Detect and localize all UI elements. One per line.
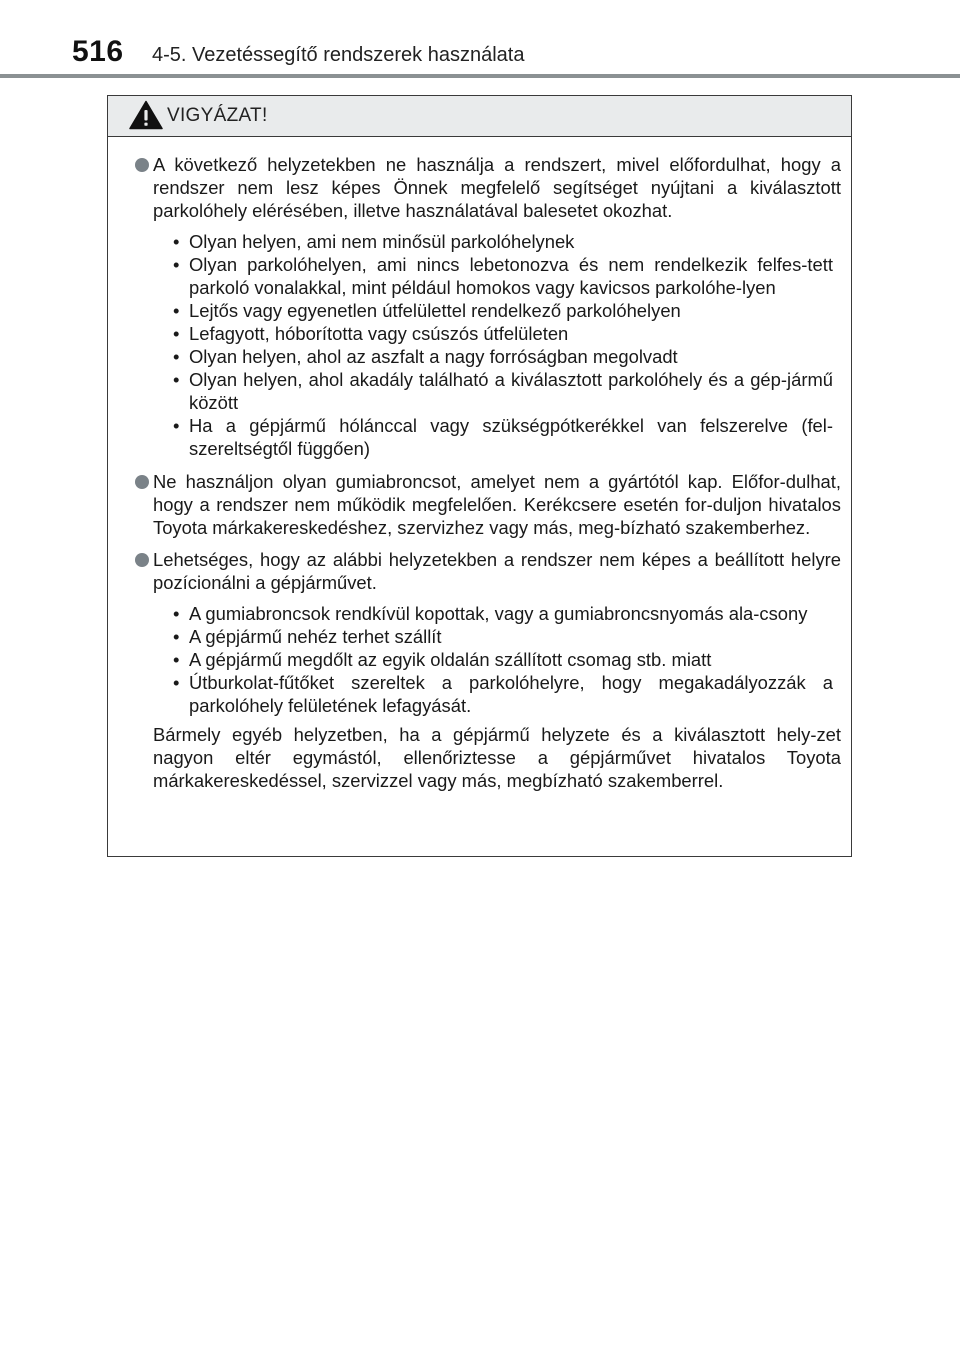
list-item: • Olyan parkolóhelyen, ami nincs lebetonozva és nem rendelkezik felfes-tett parkoló vonalakkal, mint például homokos vagy kavicsos parkolóhe-lyen	[171, 253, 833, 299]
bullet-list	[153, 602, 841, 717]
bullet-dot-icon	[135, 553, 149, 567]
header-divider	[0, 74, 960, 78]
list-item: • Lejtős vagy egyenetlen útfelülettel rendelkező parkolóhelyen	[171, 299, 833, 322]
point-text: A következő helyzetekben ne használja a rendszert, mivel előfordulhat, hogy a rendszer nem lesz képes Önnek megfelelő segítséget nyújtani a kiválasztott parkolóhely elérésében, illetve használatával balesetet okozhat.	[153, 154, 841, 221]
list-item: • A gumiabroncsok rendkívül kopottak, vagy a gumiabroncsnyomás ala-csony	[171, 602, 833, 625]
list-item: • A gépjármű megdőlt az egyik oldalán szállított csomag stb. miatt	[171, 648, 833, 671]
warning-header	[108, 96, 851, 137]
bullet-dot-icon	[135, 475, 149, 489]
list-item: • Olyan helyen, ahol akadály található a kiválasztott parkolóhely és a gép-jármű között	[171, 368, 833, 414]
warning-box	[107, 95, 852, 857]
page-header	[0, 0, 960, 80]
list-item: • Útburkolat-fűtőket szereltek a parkolóhelyre, hogy megakadályozzák a parkolóhely felületének lefagyását.	[171, 671, 833, 717]
warning-body	[108, 137, 851, 792]
warning-label: VIGYÁZAT!	[167, 105, 268, 126]
list-item: • Lefagyott, hóborította vagy csúszós útfelületen	[171, 322, 833, 345]
warning-point-2	[135, 470, 841, 539]
page-number: 516	[72, 35, 124, 68]
list-item: • Olyan helyen, ahol az aszfalt a nagy forróságban megolvadt	[171, 345, 833, 368]
point-text: Ne használjon olyan gumiabroncsot, amelyet nem a gyártótól kap. Előfor-dulhat, hogy a rendszer nem működik megfelelően. Kerékcsere esetén for-duljon hivatalos Toyota márkakereskedéshez, szervizhez vagy más, meg-bízható szakemberhez.	[153, 471, 841, 538]
section-title: 4-5. Vezetéssegítő rendszerek használata	[152, 44, 525, 66]
warning-triangle-icon	[129, 100, 163, 130]
list-item: • A gépjármű nehéz terhet szállít	[171, 625, 833, 648]
bullet-dot-icon	[135, 158, 149, 172]
list-item: • Olyan helyen, ami nem minősül parkolóhelynek	[171, 230, 833, 253]
closing-text: Bármely egyéb helyzetben, ha a gépjármű helyzete és a kiválasztott hely-zet nagyon eltér egymástól, ellenőriztesse a gépjárművet hivatalos Toyota márkakereskedéssel, szervizzel vagy más, megbízható szakemberrel.	[153, 724, 841, 791]
bullet-list	[153, 230, 841, 460]
list-item: • Ha a gépjármű hólánccal vagy szükségpótkerékkel van felszerelve (fel-szereltségtől függően)	[171, 414, 833, 460]
point-text: Lehetséges, hogy az alábbi helyzetekben a rendszer nem képes a beállított helyre pozícionálni a gépjárművet.	[153, 549, 841, 593]
warning-point-1	[135, 153, 841, 460]
warning-point-3	[135, 548, 841, 717]
